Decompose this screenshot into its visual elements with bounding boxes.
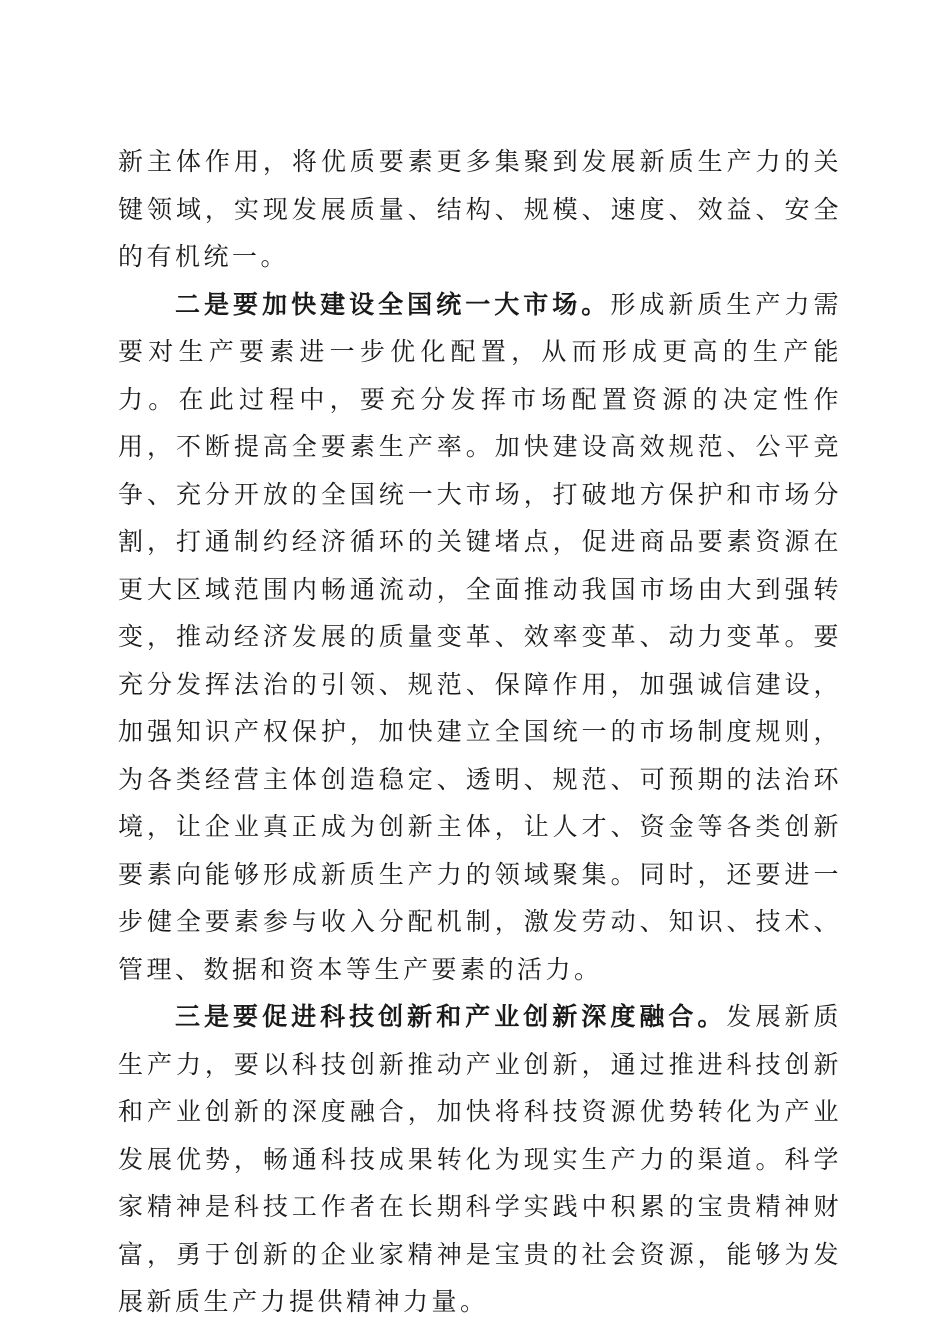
paragraph-continuation — [118, 138, 842, 281]
document-body — [118, 138, 842, 1326]
paragraph-text: 新主体作用，将优质要素更多集聚到发展新质生产力的关键领域，实现发展质量、结构、规模、速度、效益、安全的有机统一。 — [118, 147, 842, 271]
paragraph-text: 发展新质生产力，要以科技创新推动产业创新，通过推进科技创新和产业创新的深度融合，加快将科技资源优势转化为产业发展优势，畅通科技成果转化为现实生产力的渠道。科学家精神是科技工作者在长期科学实践中积累的宝贵精神财富，勇于创新的企业家精神是宝贵的社会资源，能够为发展新质生产力提供精神力量。 — [118, 1002, 842, 1316]
paragraph-heading: 二是要加快建设全国统一大市场。 — [175, 289, 611, 319]
paragraph-tech-innovation — [118, 993, 842, 1326]
paragraph-unified-market — [118, 281, 842, 994]
paragraph-text: 形成新质生产力需要对生产要素进一步优化配置，从而形成更高的生产能力。在此过程中，要充分发挥市场配置资源的决定性作用，不断提高全要素生产率。加快建设高效规范、公平竞争、充分开放的全国统一大市场，打破地方保护和市场分割，打通制约经济循环的关键堵点，促进商品要素资源在更大区域范围内畅通流动，全面推动我国市场由大到强转变，推动经济发展的质量变革、效率变革、动力变革。要充分发挥法治的引领、规范、保障作用，加强诚信建设，加强知识产权保护，加快建立全国统一的市场制度规则，为各类经营主体创造稳定、透明、规范、可预期的法治环境，让企业真正成为创新主体，让人才、资金等各类创新要素向能够形成新质生产力的领域聚集。同时，还要进一步健全要素参与收入分配机制，激发劳动、知识、技术、管理、数据和资本等生产要素的活力。 — [118, 289, 842, 984]
paragraph-heading: 三是要促进科技创新和产业创新深度融合。 — [175, 1002, 727, 1031]
